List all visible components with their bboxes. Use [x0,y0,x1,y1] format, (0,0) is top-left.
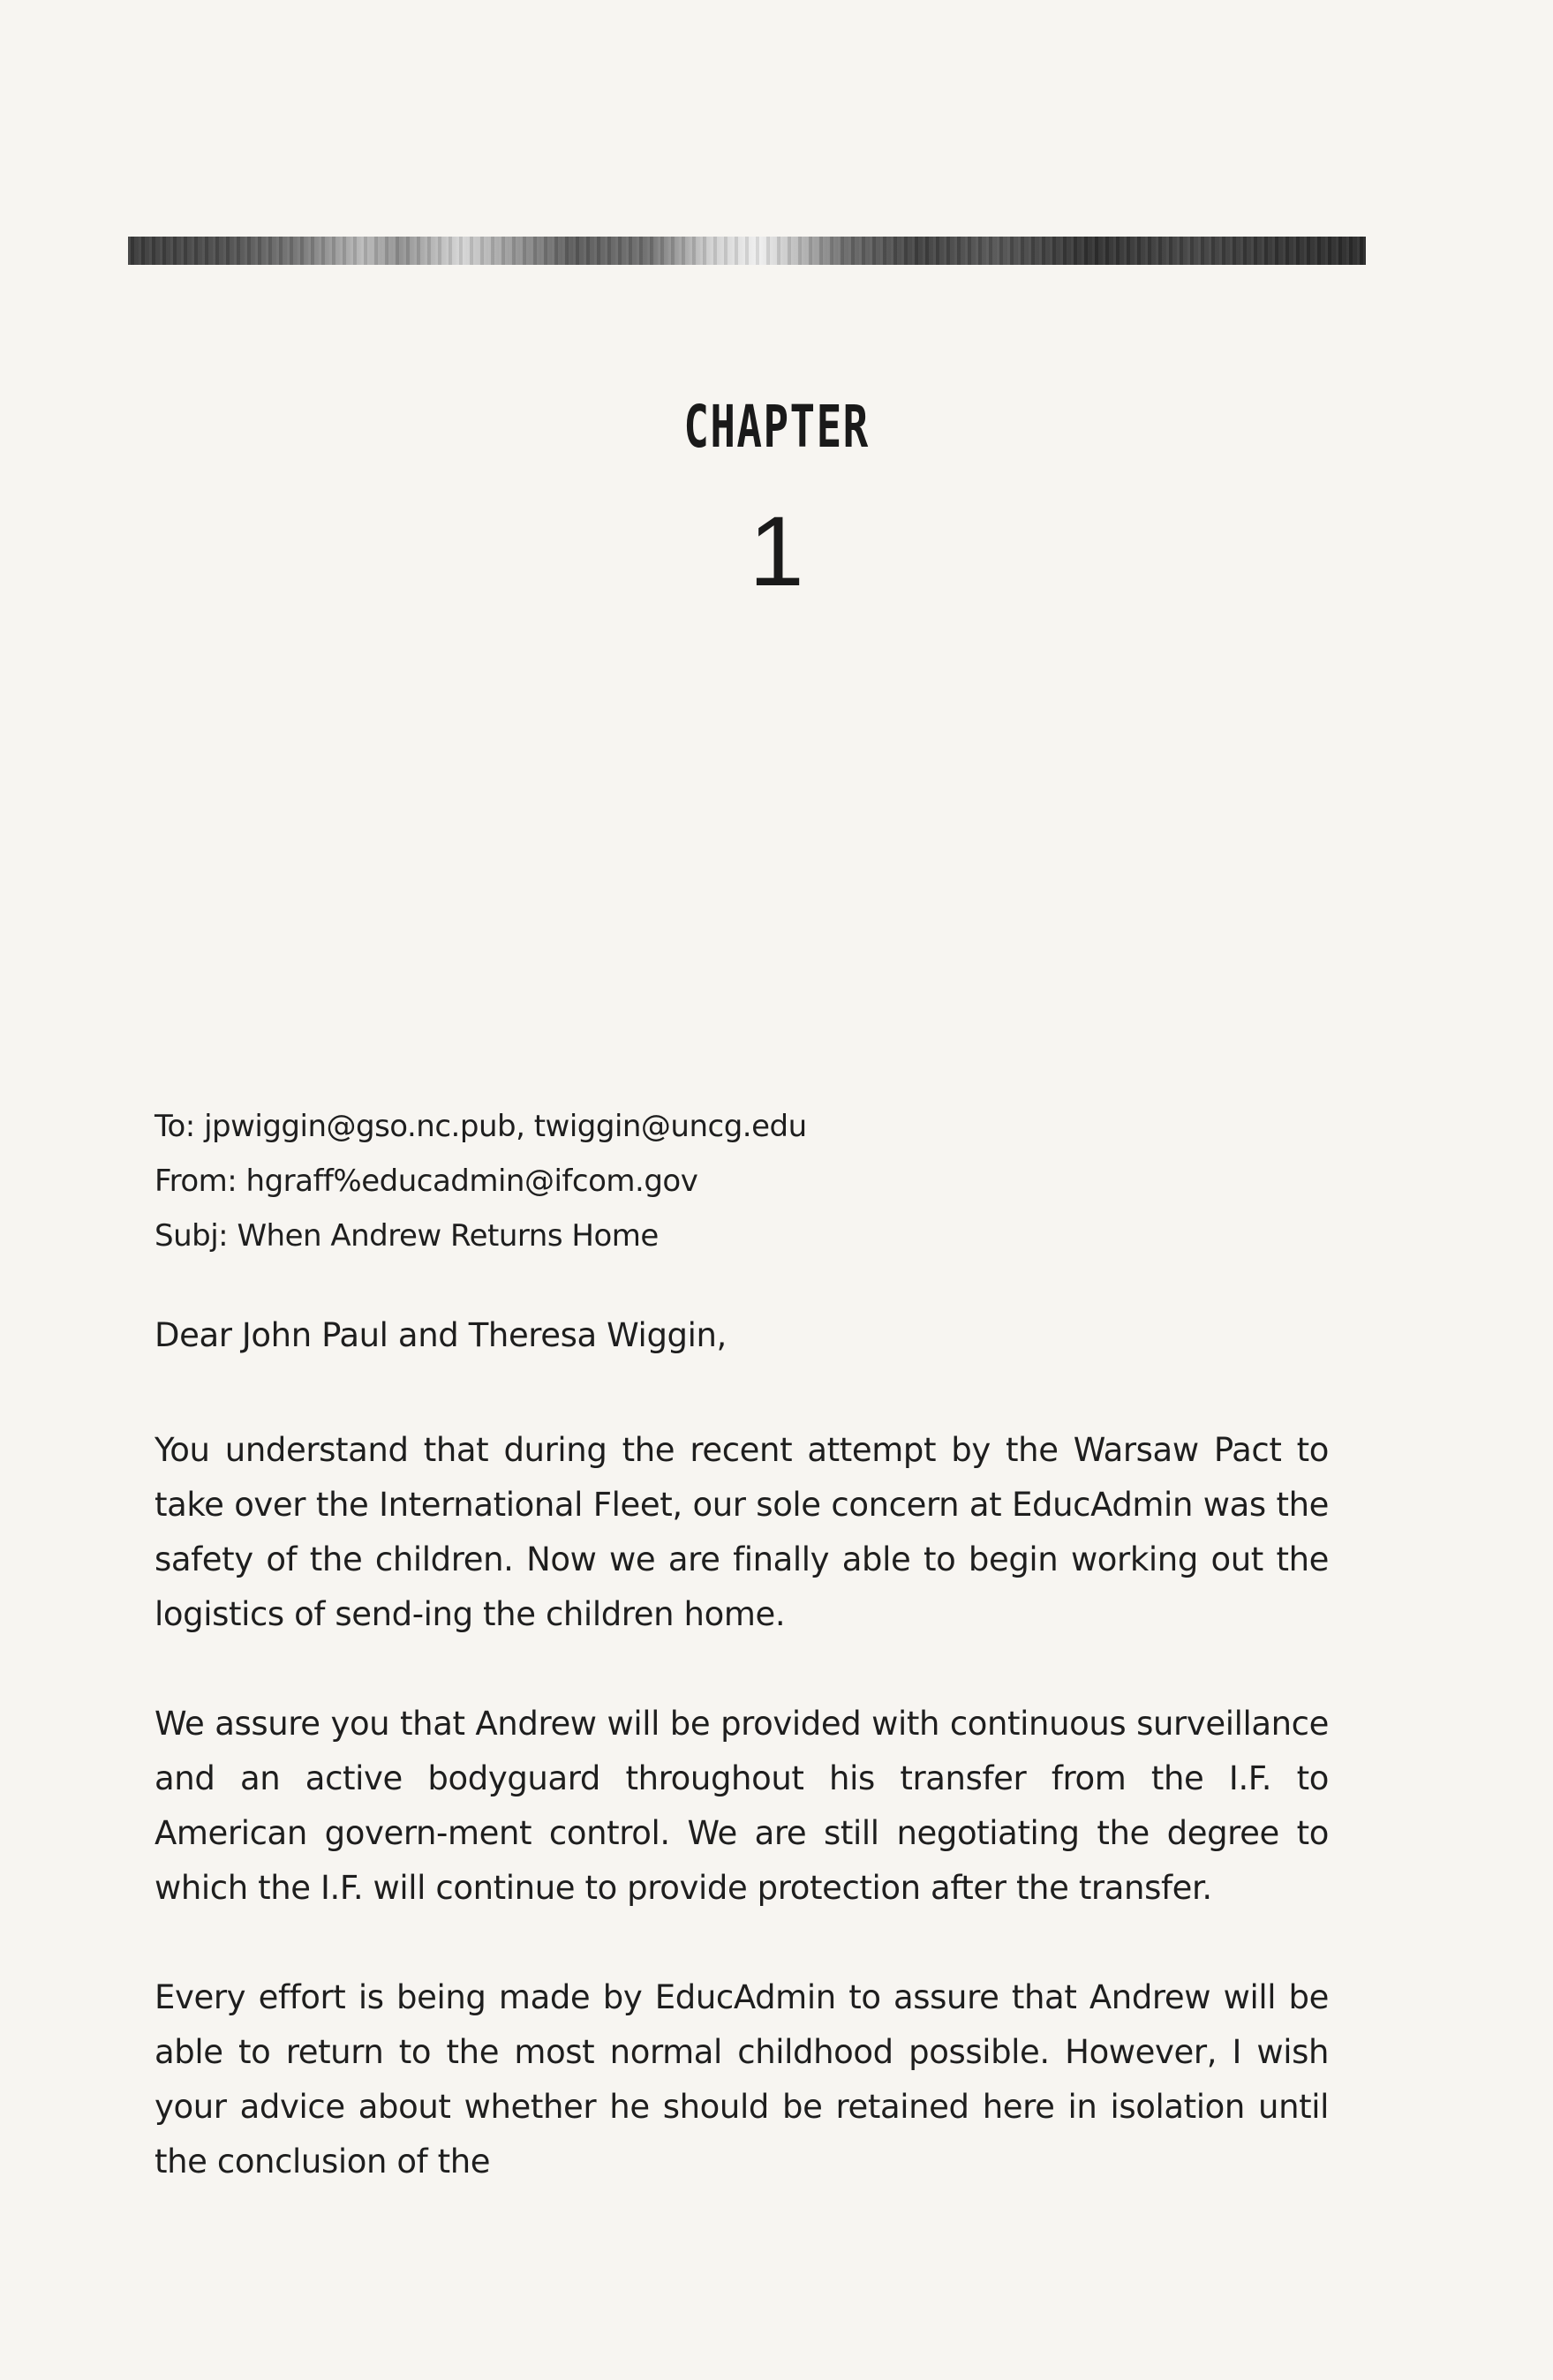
chapter-number: 1 [749,496,804,606]
email-from-line [155,1154,807,1209]
letter-paragraph: You understand that during the recent attempt by the Warsaw Pact to take over the International Fleet, our sole concern at EducAdmin was the safety of the children. Now we are finally able to begin working out the logistics of send-ing the children home. [155,1431,1329,1633]
email-header [155,1099,807,1263]
email-subject-label: Subj: [155,1218,229,1254]
email-subject-line [155,1209,807,1263]
email-to-line [155,1099,807,1154]
letter-paragraph: Every effort is being made by EducAdmin to assure that Andrew will be able to return to the most normal childhood possible. However, I wish your advice about whether he should be retained here in isolation until the conclusion of the [155,1978,1329,2180]
email-to-value: jpwiggin@gso.nc.pub, twiggin@uncg.edu [204,1109,807,1144]
chapter-header-bar [128,237,1366,265]
chapter-label: CHAPTER [683,393,870,461]
email-subject-value: When Andrew Returns Home [237,1218,659,1254]
email-from-label: From: [155,1164,237,1199]
letter-paragraph: We assure you that Andrew will be provided with continuous surveillance and an active bodyguard throughout his transfer from the I.F. to American govern-ment control. We are still negotiating the degree to which the I.F. will continue to provide protection after the transfer. [155,1705,1329,1907]
email-from-value: hgraff%educadmin@ifcom.gov [245,1164,698,1199]
email-to-label: To: [155,1109,195,1144]
letter-body [155,1308,1329,2244]
letter-salutation: Dear John Paul and Theresa Wiggin, [155,1316,727,1354]
